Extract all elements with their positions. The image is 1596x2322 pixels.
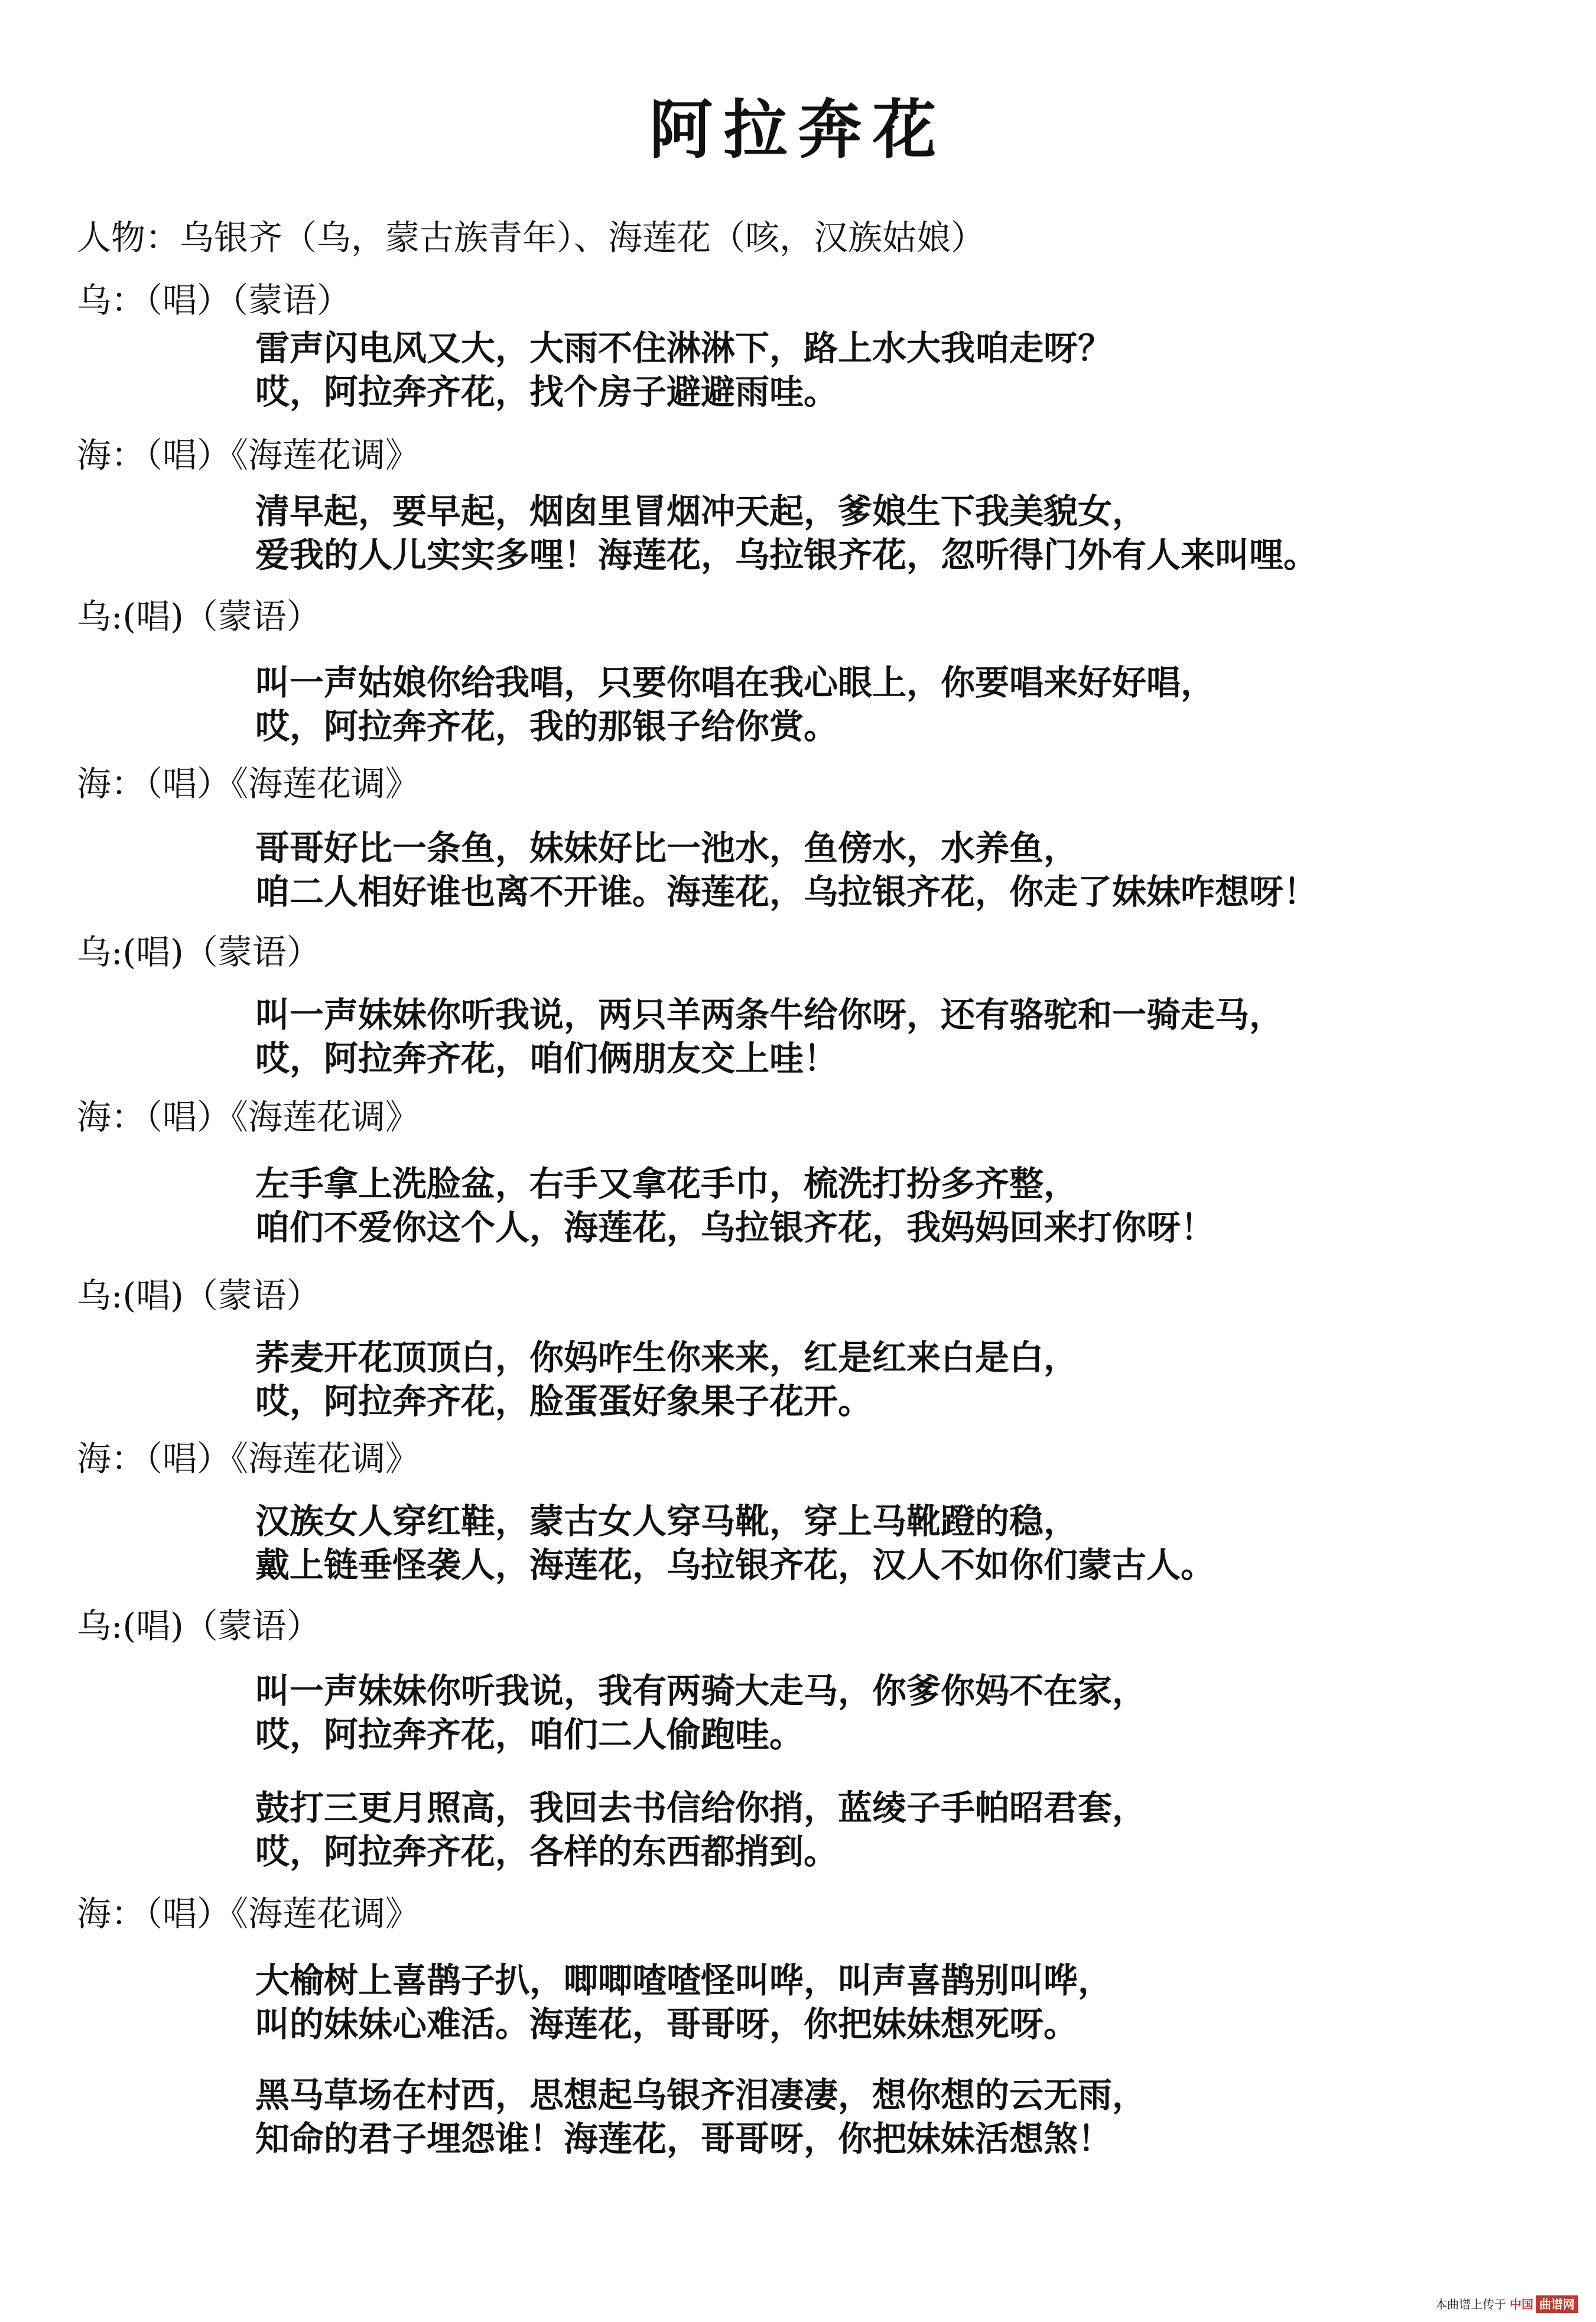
verse-line: 咱们不爱你这个人，海莲花，乌拉银齐花，我妈妈回来打你呀！ [255,1207,1215,1248]
footer-brand: 中国 [1510,2297,1533,2311]
verse-line: 黑马草场在村西，思想起乌银齐泪凄凄，想你想的云无雨， [255,2075,1147,2115]
verse-line: 清早起，要早起，烟囱里冒烟冲天起，爹娘生下我美貌女， [255,491,1147,531]
verse-stanza [255,1499,1215,1587]
speaker-line: 乌:(唱)（蒙语） [77,1275,321,1316]
footer-brand-box: 曲谱网 [1536,2295,1578,2313]
verse-stanza [255,1959,1112,2046]
speaker-line: 乌：（唱）（蒙语） [77,280,352,320]
verse-stanza [255,1162,1215,1249]
verse-stanza [255,661,1215,748]
speaker-line: 海：（唱）《海莲花调》 [77,435,420,475]
verse-line: 哥哥好比一条鱼，妹妹好比一池水，鱼傍水，水养鱼， [255,828,1078,868]
speaker-line: 乌:(唱)（蒙语） [77,1606,321,1646]
verse-line: 哎，阿拉奔齐花，咱们俩朋友交上哇！ [255,1038,838,1079]
verse-stanza [255,1786,1146,1873]
verse-line: 叫的妹妹心难活。海莲花，哥哥呀，你把妹妹想死呀。 [255,2004,1078,2044]
verse-line: 叫一声妹妹你听我说，我有两骑大走马，你爹你妈不在家， [255,1671,1147,1711]
verse-line: 爱我的人儿实实多哩！海莲花，乌拉银齐花，忽听得门外有人来叫哩。 [255,535,1318,575]
verse-line: 咱二人相好谁也离不开谁。海莲花，乌拉银齐花，你走了妹妹咋想呀！ [255,872,1318,912]
speaker-line: 海：（唱）《海莲花调》 [77,764,420,804]
verse-line: 知命的君子埋怨谁！海莲花，哥哥呀，你把妹妹活想煞！ [255,2119,1113,2159]
verse-line: 哎，阿拉奔齐花，咱们二人偷跑哇。 [255,1714,804,1755]
verse-line: 左手拿上洗脸盆，右手又拿花手巾，梳洗打扮多齐整， [255,1164,1078,1204]
verse-stanza [255,2073,1146,2161]
verse-line: 大榆树上喜鹊子扒，唧唧喳喳怪叫哗，叫声喜鹊别叫哗， [255,1960,1113,2001]
footer-watermark [1435,2295,1578,2313]
verse-line: 荞麦开花顶顶白，你妈咋生你来来，红是红来白是白， [255,1337,1078,1378]
speaker-line: 海：（唱）《海莲花调》 [77,1438,420,1479]
verse-line: 哎，阿拉奔齐花，找个房子避避雨哇。 [255,372,838,412]
verse-line: 叫一声妹妹你听我说，两只羊两条牛给你呀，还有骆驼和一骑走马， [255,995,1284,1035]
speaker-line: 海：（唱）《海莲花调》 [77,1097,420,1137]
verse-stanza [255,489,1318,577]
verse-line: 叫一声姑娘你给我唱，只要你唱在我心眼上，你要唱来好好唱， [255,662,1215,703]
verse-line: 哎，阿拉奔齐花，脸蛋蛋好象果子花开。 [255,1381,873,1421]
page-title: 阿拉奔花 [649,93,947,167]
verse-line: 鼓打三更月照高，我回去书信给你捎，蓝绫子手帕昭君套， [255,1788,1147,1828]
verse-line: 戴上链垂怪袭人，海莲花，乌拉银齐花，汉人不如你们蒙古人。 [255,1545,1215,1585]
cast-list: 人物：乌银齐（乌，蒙古族青年）、海莲花（咳，汉族姑娘） [77,217,986,258]
verse-line: 哎，阿拉奔齐花，我的那银子给你赏。 [255,706,838,746]
verse-line: 哎，阿拉奔齐花，各样的东西都捎到。 [255,1831,838,1872]
speaker-line: 海：（唱）《海莲花调》 [77,1894,420,1934]
speaker-line: 乌:(唱)（蒙语） [77,932,321,972]
footer-text: 本曲谱上传于 [1435,2297,1506,2311]
verse-stanza [255,1336,1078,1423]
verse-stanza [255,326,1112,414]
verse-stanza [255,1669,1146,1756]
speaker-line: 乌:(唱)（蒙语） [77,596,321,636]
verse-stanza [255,826,1318,914]
verse-line: 汉族女人穿红鞋，蒙古女人穿马靴，穿上马靴蹬的稳， [255,1501,1078,1541]
verse-line: 雷声闪电风又大，大雨不住淋淋下，路上水大我咱走呀？ [255,328,1113,368]
verse-stanza [255,993,1283,1080]
